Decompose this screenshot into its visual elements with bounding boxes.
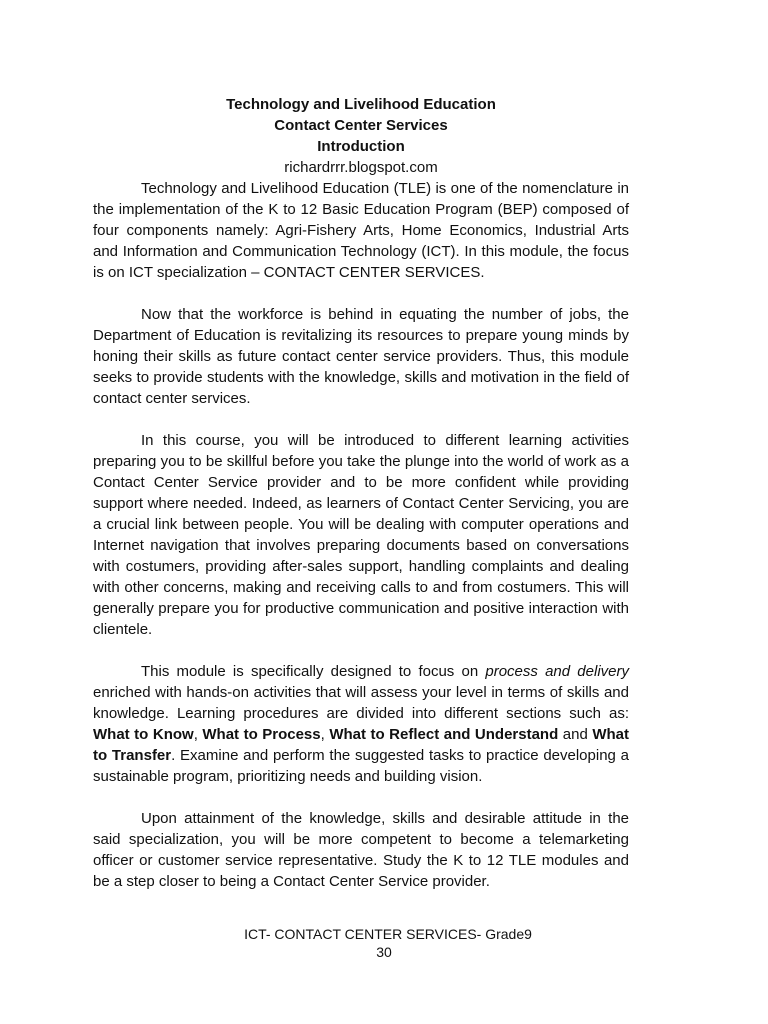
- paragraph-5: Upon attainment of the knowledge, skills and desirable attitude in the said specialization, you will be more competent to become a telemarketing officer or customer service representative. Study the K to 12 TLE modules and be a step closer to being a Contact Center Service provider.: [93, 810, 629, 890]
- section-name-reflect: What to Reflect and Understand: [329, 726, 559, 743]
- emphasis-process-delivery: process and delivery: [485, 663, 629, 680]
- source-url: richardrrr.blogspot.com: [284, 159, 438, 176]
- section-name-know: What to Know: [93, 726, 194, 743]
- page-footer: [0, 925, 768, 961]
- section-name-process: What to Process: [202, 726, 321, 743]
- paragraph-4-text: enriched with hands-on activities that will assess your level in terms of skills and knowledge. Learning procedures are divided into different sections such as:: [93, 684, 629, 722]
- document-subtitle: Contact Center Services: [274, 117, 448, 134]
- separator: ,: [320, 726, 330, 743]
- separator: and: [558, 726, 593, 743]
- paragraph-3: In this course, you will be introduced to different learning activities preparing you to be skillful before you take the plunge into the world of work as a Contact Center Service provider and to be more confident while providing support where needed. Indeed, as learners of Contact Center Servicing, you are a crucial link between people. You will be dealing with computer operations and Internet navigation that involves preparing documents based on conversations with costumers, providing after-sales support, handling complaints and dealing with other concerns, making and receiving calls to and from costumers. This will generally prepare you for productive communication and positive interaction with clientele.: [93, 432, 629, 638]
- paragraph-2: Now that the workforce is behind in equating the number of jobs, the Department of Education is revitalizing its resources to prepare young minds by honing their skills as future contact center service providers. Thus, this module seeks to provide students with the knowledge, skills and motivation in the field of contact center services.: [93, 306, 629, 407]
- footer-course: ICT- CONTACT CENTER SERVICES- Grade9: [244, 926, 532, 942]
- paragraph-4-text: This module is specifically designed to focus on: [141, 663, 486, 680]
- section-name-transfer: What to Transfer: [93, 726, 630, 764]
- document-title: Technology and Livelihood Education: [226, 96, 496, 113]
- paragraph-4-text: . Examine and perform the suggested tasks to practice developing a sustainable program, prioritizing needs and building vision.: [93, 747, 629, 785]
- separator: ,: [193, 726, 203, 743]
- page-number: 30: [376, 944, 392, 960]
- section-heading: Introduction: [317, 138, 405, 155]
- document-page: [93, 94, 629, 892]
- paragraph-1: Technology and Livelihood Education (TLE) is one of the nomenclature in the implementation of the K to 12 Basic Education Program (BEP) composed of four components namely: Agri-Fishery Arts, Home Economics, Industrial Arts and Information and Communication Technology (ICT). In this module, the focus is on ICT specialization – CONTACT CENTER SERVICES.: [93, 180, 629, 281]
- paragraph-4: [93, 661, 629, 787]
